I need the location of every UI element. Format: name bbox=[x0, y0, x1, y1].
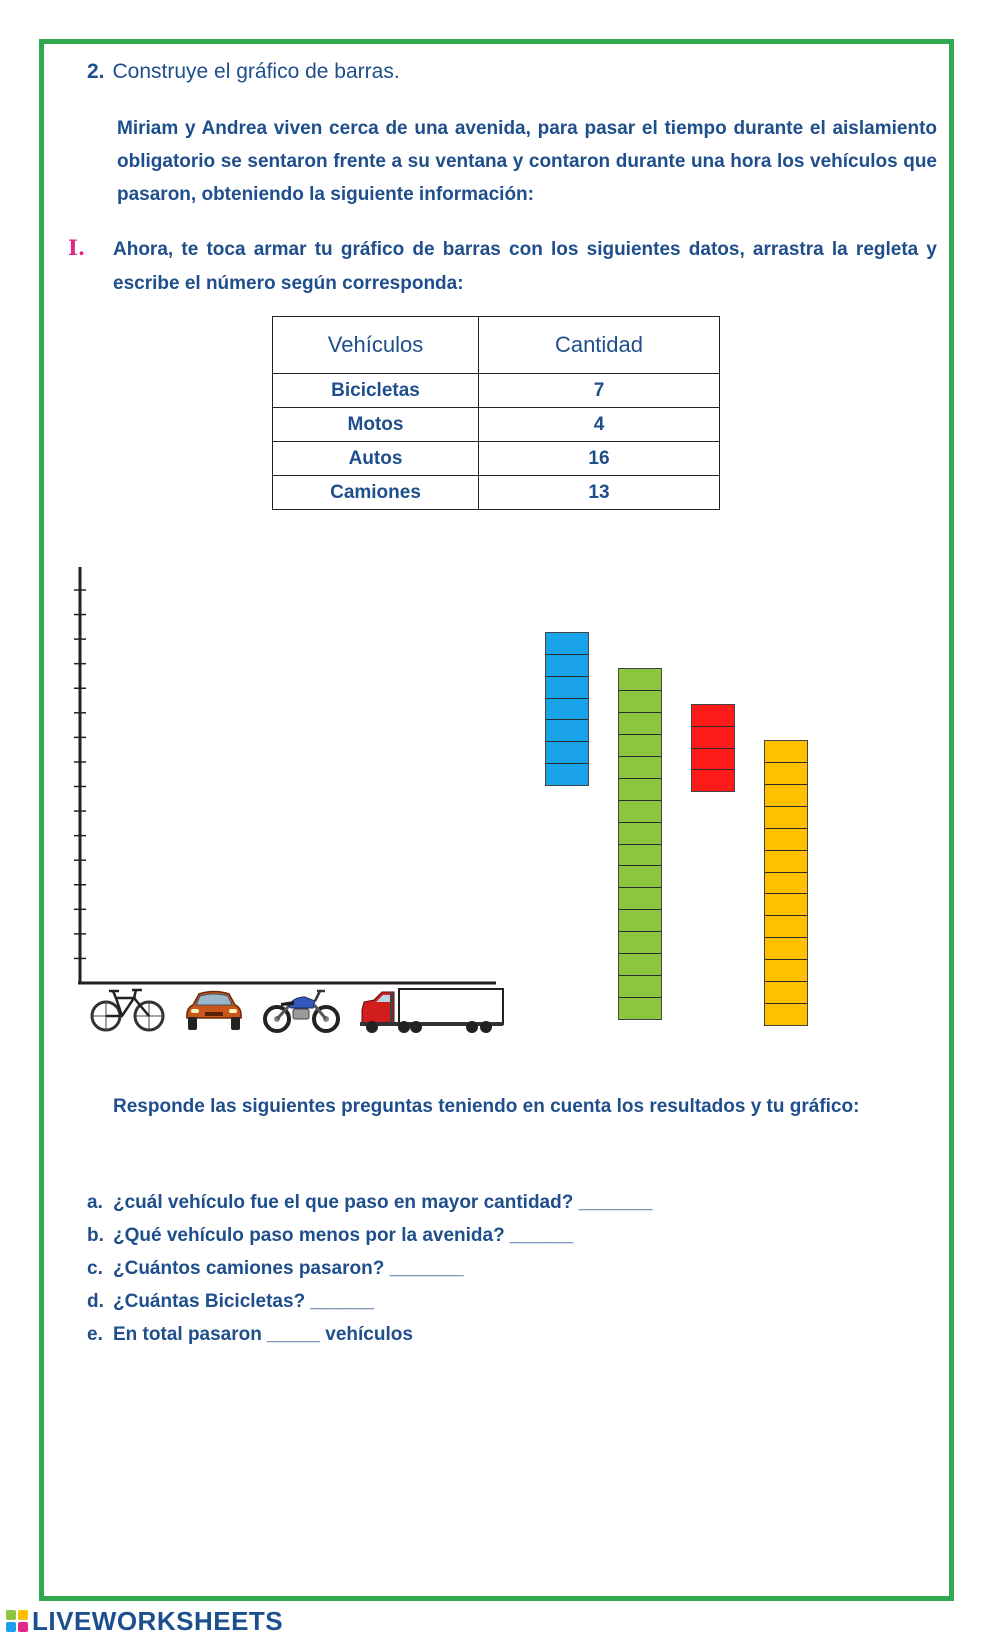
strip-unit-cell bbox=[619, 845, 661, 867]
strip-unit-cell bbox=[765, 938, 807, 960]
strip-unit-cell bbox=[619, 757, 661, 779]
question-item bbox=[87, 1252, 653, 1285]
strip-unit-cell bbox=[546, 742, 588, 764]
strip-unit-cell bbox=[765, 807, 807, 829]
strip-unit-cell bbox=[619, 910, 661, 932]
strip-unit-cell bbox=[619, 976, 661, 998]
section-numeral: I. bbox=[68, 235, 86, 260]
column-header: Vehículos bbox=[273, 317, 479, 374]
strip-unit-cell bbox=[765, 829, 807, 851]
bar-chart[interactable] bbox=[70, 562, 510, 992]
strip-unit-cell bbox=[619, 888, 661, 910]
liveworksheets-logo[interactable] bbox=[6, 1605, 283, 1637]
table-row bbox=[273, 374, 720, 408]
answer-blank[interactable]: _______ bbox=[389, 1258, 464, 1279]
question-text: En total pasaron bbox=[113, 1324, 268, 1345]
question-item bbox=[87, 1285, 653, 1318]
strip-unit-cell bbox=[765, 1004, 807, 1025]
table-row bbox=[273, 476, 720, 510]
question-text: ¿Cuántas Bicicletas? bbox=[113, 1291, 311, 1312]
question-letter: b. bbox=[87, 1225, 104, 1246]
table-row bbox=[273, 408, 720, 442]
quantity-cell: 16 bbox=[479, 442, 720, 476]
strip-unit-cell bbox=[619, 713, 661, 735]
question-title bbox=[87, 60, 400, 84]
draggable-strip-red[interactable] bbox=[691, 704, 735, 792]
strip-unit-cell bbox=[692, 770, 734, 791]
strip-unit-cell bbox=[619, 823, 661, 845]
question-item bbox=[87, 1318, 653, 1351]
strip-unit-cell bbox=[692, 705, 734, 727]
strip-unit-cell bbox=[546, 720, 588, 742]
strip-unit-cell bbox=[546, 655, 588, 677]
draggable-strip-yellow[interactable] bbox=[764, 740, 808, 1026]
strip-unit-cell bbox=[765, 960, 807, 982]
car-icon bbox=[183, 988, 245, 1034]
strip-unit-cell bbox=[546, 677, 588, 699]
truck-icon bbox=[360, 988, 505, 1034]
question-item bbox=[87, 1219, 653, 1252]
answer-blank[interactable]: ______ bbox=[310, 1291, 374, 1312]
strip-unit-cell bbox=[692, 727, 734, 749]
strip-unit-cell bbox=[619, 691, 661, 713]
question-list bbox=[87, 1186, 653, 1351]
question-letter: a. bbox=[87, 1192, 103, 1213]
quantity-cell: 7 bbox=[479, 374, 720, 408]
vehicle-cell: Bicicletas bbox=[273, 374, 479, 408]
strip-unit-cell bbox=[619, 998, 661, 1019]
strip-unit-cell bbox=[765, 916, 807, 938]
strip-unit-cell bbox=[619, 932, 661, 954]
draggable-strip-blue[interactable] bbox=[545, 632, 589, 786]
strip-unit-cell bbox=[546, 699, 588, 721]
strip-unit-cell bbox=[546, 764, 588, 785]
bicycle-icon bbox=[90, 986, 165, 1034]
draggable-strip-green[interactable] bbox=[618, 668, 662, 1020]
question-text: ¿cuál vehículo fue el que paso en mayor cantidad? bbox=[113, 1192, 579, 1213]
question-suffix: vehículos bbox=[319, 1324, 413, 1345]
question-number: 2. bbox=[87, 60, 105, 83]
question-text: ¿Cuántos camiones pasaron? bbox=[113, 1258, 390, 1279]
quantity-cell: 4 bbox=[479, 408, 720, 442]
strip-unit-cell bbox=[619, 735, 661, 757]
strip-unit-cell bbox=[692, 749, 734, 771]
section-instruction: Ahora, te toca armar tu gráfico de barras con los siguientes datos, arrastra la regleta y escribe el número según corresponda: bbox=[113, 239, 937, 294]
question-letter: e. bbox=[87, 1324, 103, 1345]
strip-unit-cell bbox=[765, 785, 807, 807]
question-letter: c. bbox=[87, 1258, 103, 1279]
answer-blank[interactable]: ______ bbox=[510, 1225, 574, 1246]
answer-instructions: Responde las siguientes preguntas teniendo en cuenta los resultados y tu gráfico: bbox=[113, 1096, 860, 1117]
vehicle-cell: Camiones bbox=[273, 476, 479, 510]
strip-unit-cell bbox=[765, 851, 807, 873]
quantity-cell: 13 bbox=[479, 476, 720, 510]
logo-text: LIVEWORKSHEETS bbox=[32, 1605, 284, 1636]
table-header-row bbox=[273, 317, 720, 374]
strip-unit-cell bbox=[619, 801, 661, 823]
answer-blank[interactable]: _____ bbox=[267, 1324, 320, 1345]
question-text: ¿Qué vehículo paso menos por la avenida? bbox=[113, 1225, 510, 1246]
vehicle-cell: Motos bbox=[273, 408, 479, 442]
motorcycle-icon bbox=[263, 986, 341, 1034]
data-table bbox=[272, 316, 720, 510]
strip-unit-cell bbox=[765, 982, 807, 1004]
logo-squares-icon bbox=[6, 1610, 28, 1632]
strip-unit-cell bbox=[619, 954, 661, 976]
question-letter: d. bbox=[87, 1291, 104, 1312]
intro-paragraph: Miriam y Andrea viven cerca de una avenida, para pasar el tiempo durante el aislamiento obligatorio se sentaron frente a su ventana y contaron durante una hora los vehículos que pasaron, obteniendo la siguiente información: bbox=[117, 118, 937, 205]
question-item bbox=[87, 1186, 653, 1219]
question-title-text: Construye el gráfico de barras. bbox=[112, 60, 400, 83]
answer-blank[interactable]: _______ bbox=[578, 1192, 653, 1213]
strip-unit-cell bbox=[765, 894, 807, 916]
table-row bbox=[273, 442, 720, 476]
strip-unit-cell bbox=[765, 741, 807, 763]
strip-unit-cell bbox=[765, 763, 807, 785]
strip-unit-cell bbox=[765, 873, 807, 895]
strip-unit-cell bbox=[619, 866, 661, 888]
column-header: Cantidad bbox=[479, 317, 720, 374]
strip-unit-cell bbox=[619, 779, 661, 801]
vehicle-cell: Autos bbox=[273, 442, 479, 476]
strip-unit-cell bbox=[546, 633, 588, 655]
strip-unit-cell bbox=[619, 669, 661, 691]
